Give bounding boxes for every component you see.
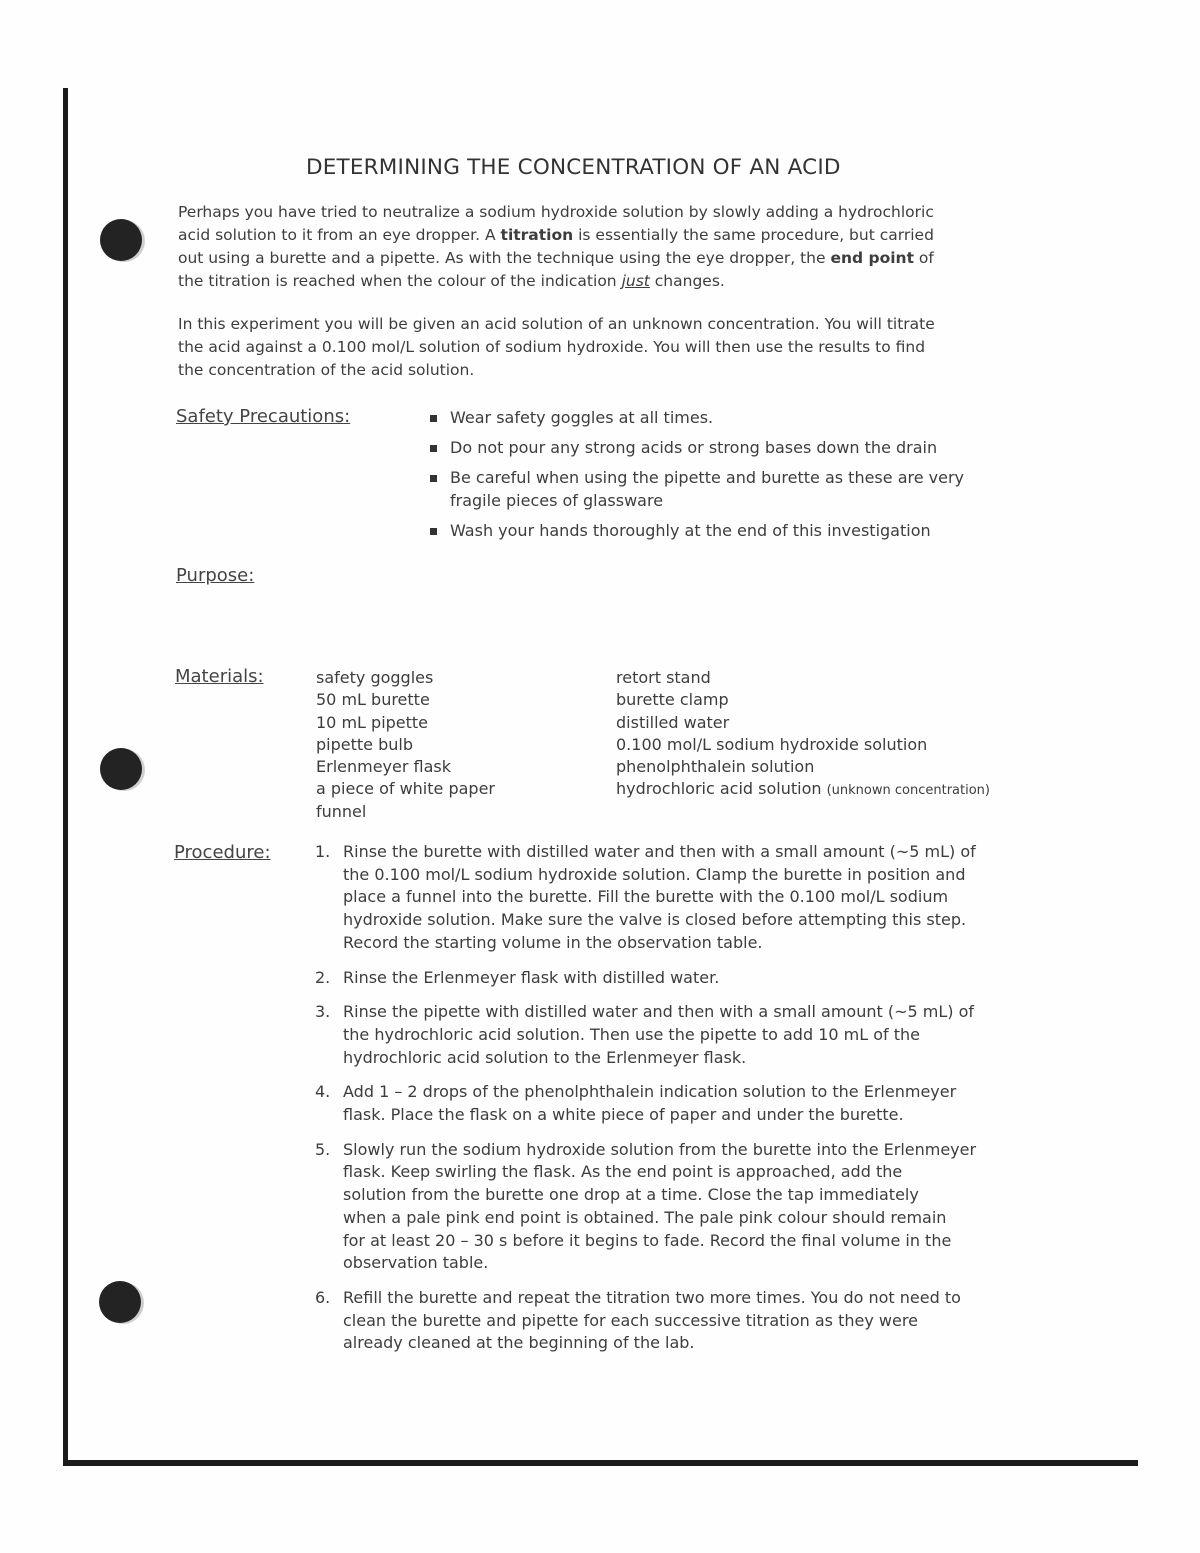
material-item: 10 mL pipette <box>316 712 429 732</box>
bottom-border-line <box>63 1460 1138 1466</box>
step-text: when a pale pink end point is obtained. The pale pink colour should remain <box>343 1207 947 1227</box>
step-number: 1. <box>315 842 331 861</box>
step-text: Refill the burette and repeat the titration two more times. You do not need to <box>343 1287 961 1307</box>
procedure-step <box>315 1081 1055 1126</box>
safety-item <box>428 519 1068 542</box>
intro-line <box>178 270 1058 293</box>
step-text: Add 1 – 2 drops of the phenolphthalein indication solution to the Erlenmeyer <box>343 1082 957 1102</box>
binder-hole-middle <box>100 748 142 790</box>
term-end-point: end point <box>830 249 914 267</box>
step-text: the 0.100 mol/L sodium hydroxide solution. Clamp the burette in position and <box>343 864 966 884</box>
experiment-line: In this experiment you will be given an acid solution of an unknown concentration. You will titrate <box>178 315 935 333</box>
intro-paragraph <box>178 201 1058 293</box>
material-note: (unknown concentration) <box>826 783 990 799</box>
step-text: place a funnel into the burette. Fill the burette with the 0.100 mol/L sodium <box>343 887 949 907</box>
material-item: distilled water <box>616 712 730 732</box>
step-text: clean the burette and pipette for each successive titration as they were <box>343 1310 918 1330</box>
step-number: 6. <box>315 1287 331 1307</box>
safety-list <box>428 406 1068 549</box>
safety-text: Do not pour any strong acids or strong bases down the drain <box>450 438 938 457</box>
materials-heading: Materials: <box>175 666 264 687</box>
material-item: funnel <box>316 801 367 821</box>
step-text: Rinse the burette with distilled water and then with a small amount (~5 mL) of <box>343 842 976 861</box>
term-titration: titration <box>500 226 574 244</box>
left-border-line <box>63 88 68 1466</box>
materials-left-column <box>316 667 495 823</box>
step-text: solution from the burette one drop at a time. Close the tap immediately <box>343 1185 919 1205</box>
material-item: burette clamp <box>616 690 729 710</box>
procedure-step <box>315 967 1055 990</box>
procedure-list <box>315 841 1055 1367</box>
safety-item <box>428 466 1068 512</box>
safety-text: Wash your hands thoroughly at the end of this investigation <box>450 521 931 540</box>
intro-line <box>178 224 1058 247</box>
square-bullet-icon <box>430 528 437 535</box>
intro-line: Perhaps you have tried to neutralize a sodium hydroxide solution by slowly adding a hydrochloric <box>178 203 934 221</box>
page-title: DETERMINING THE CONCENTRATION OF AN ACID <box>306 155 841 180</box>
step-text: Slowly run the sodium hydroxide solution from the burette into the Erlenmeyer <box>343 1139 977 1159</box>
purpose-heading: Purpose: <box>176 565 255 586</box>
safety-text: Be careful when using the pipette and burette as these are very <box>450 468 965 487</box>
safety-item <box>428 406 1068 429</box>
intro-line <box>178 247 1058 270</box>
safety-item <box>428 436 1068 459</box>
experiment-line: the concentration of the acid solution. <box>178 361 475 379</box>
binder-hole-top <box>100 219 142 261</box>
material-item: safety goggles <box>316 668 434 687</box>
intro-text: of <box>914 249 934 267</box>
experiment-line: the acid against a 0.100 mol/L solution of sodium hydroxide. You will then use the results to find <box>178 338 926 356</box>
step-text: the hydrochloric acid solution. Then use the pipette to add 10 mL of the <box>343 1024 920 1044</box>
intro-text: changes. <box>649 272 725 290</box>
step-text: Rinse the pipette with distilled water and then with a small amount (~5 mL) of <box>343 1002 975 1022</box>
procedure-heading: Procedure: <box>174 842 271 863</box>
binder-hole-bottom <box>99 1281 141 1323</box>
intro-text: the titration is reached when the colour of the indication <box>178 272 622 290</box>
intro-text: out using a burette and a pipette. As with the technique using the eye dropper, the <box>178 249 831 267</box>
square-bullet-icon <box>430 475 437 482</box>
safety-text: Wear safety goggles at all times. <box>450 408 714 427</box>
experiment-paragraph <box>178 313 1058 382</box>
step-text: Rinse the Erlenmeyer flask with distilled water. <box>343 967 720 987</box>
material-item: a piece of white paper <box>316 779 495 799</box>
step-text: Record the starting volume in the observation table. <box>343 932 763 952</box>
square-bullet-icon <box>430 415 437 422</box>
procedure-step <box>315 1287 1055 1355</box>
step-text: for at least 20 – 30 s before it begins to fade. Record the final volume in the <box>343 1230 952 1250</box>
procedure-step <box>315 841 1055 955</box>
safety-text: fragile pieces of glassware <box>450 491 664 510</box>
materials-right-column <box>616 667 990 803</box>
material-item: pipette bulb <box>316 734 413 754</box>
step-text: flask. Place the flask on a white piece of paper and under the burette. <box>343 1105 904 1125</box>
step-text: observation table. <box>343 1253 489 1273</box>
square-bullet-icon <box>430 445 437 452</box>
step-number: 2. <box>315 967 331 987</box>
step-text: flask. Keep swirling the flask. As the end point is approached, add the <box>343 1162 903 1182</box>
step-text: hydroxide solution. Make sure the valve is closed before attempting this step. <box>343 910 967 930</box>
safety-heading: Safety Precautions: <box>176 406 351 427</box>
procedure-step <box>315 1139 1055 1275</box>
material-item: 0.100 mol/L sodium hydroxide solution <box>616 734 928 754</box>
material-item: Erlenmeyer flask <box>316 757 452 777</box>
intro-text: acid solution to it from an eye dropper. A <box>178 226 501 244</box>
step-number: 5. <box>315 1139 331 1159</box>
step-text: already cleaned at the beginning of the lab. <box>343 1333 695 1353</box>
material-item: retort stand <box>616 668 711 687</box>
step-number: 3. <box>315 1002 331 1022</box>
material-item: phenolphthalein solution <box>616 757 815 777</box>
procedure-step <box>315 1001 1055 1069</box>
step-number: 4. <box>315 1082 331 1102</box>
intro-text: is essentially the same procedure, but carried <box>573 226 934 244</box>
step-text: hydrochloric acid solution to the Erlenmeyer flask. <box>343 1047 747 1067</box>
material-item: 50 mL burette <box>316 690 430 710</box>
emphasis-just: just <box>621 272 650 290</box>
material-item <box>616 778 990 802</box>
material-text: hydrochloric acid solution <box>616 779 827 799</box>
